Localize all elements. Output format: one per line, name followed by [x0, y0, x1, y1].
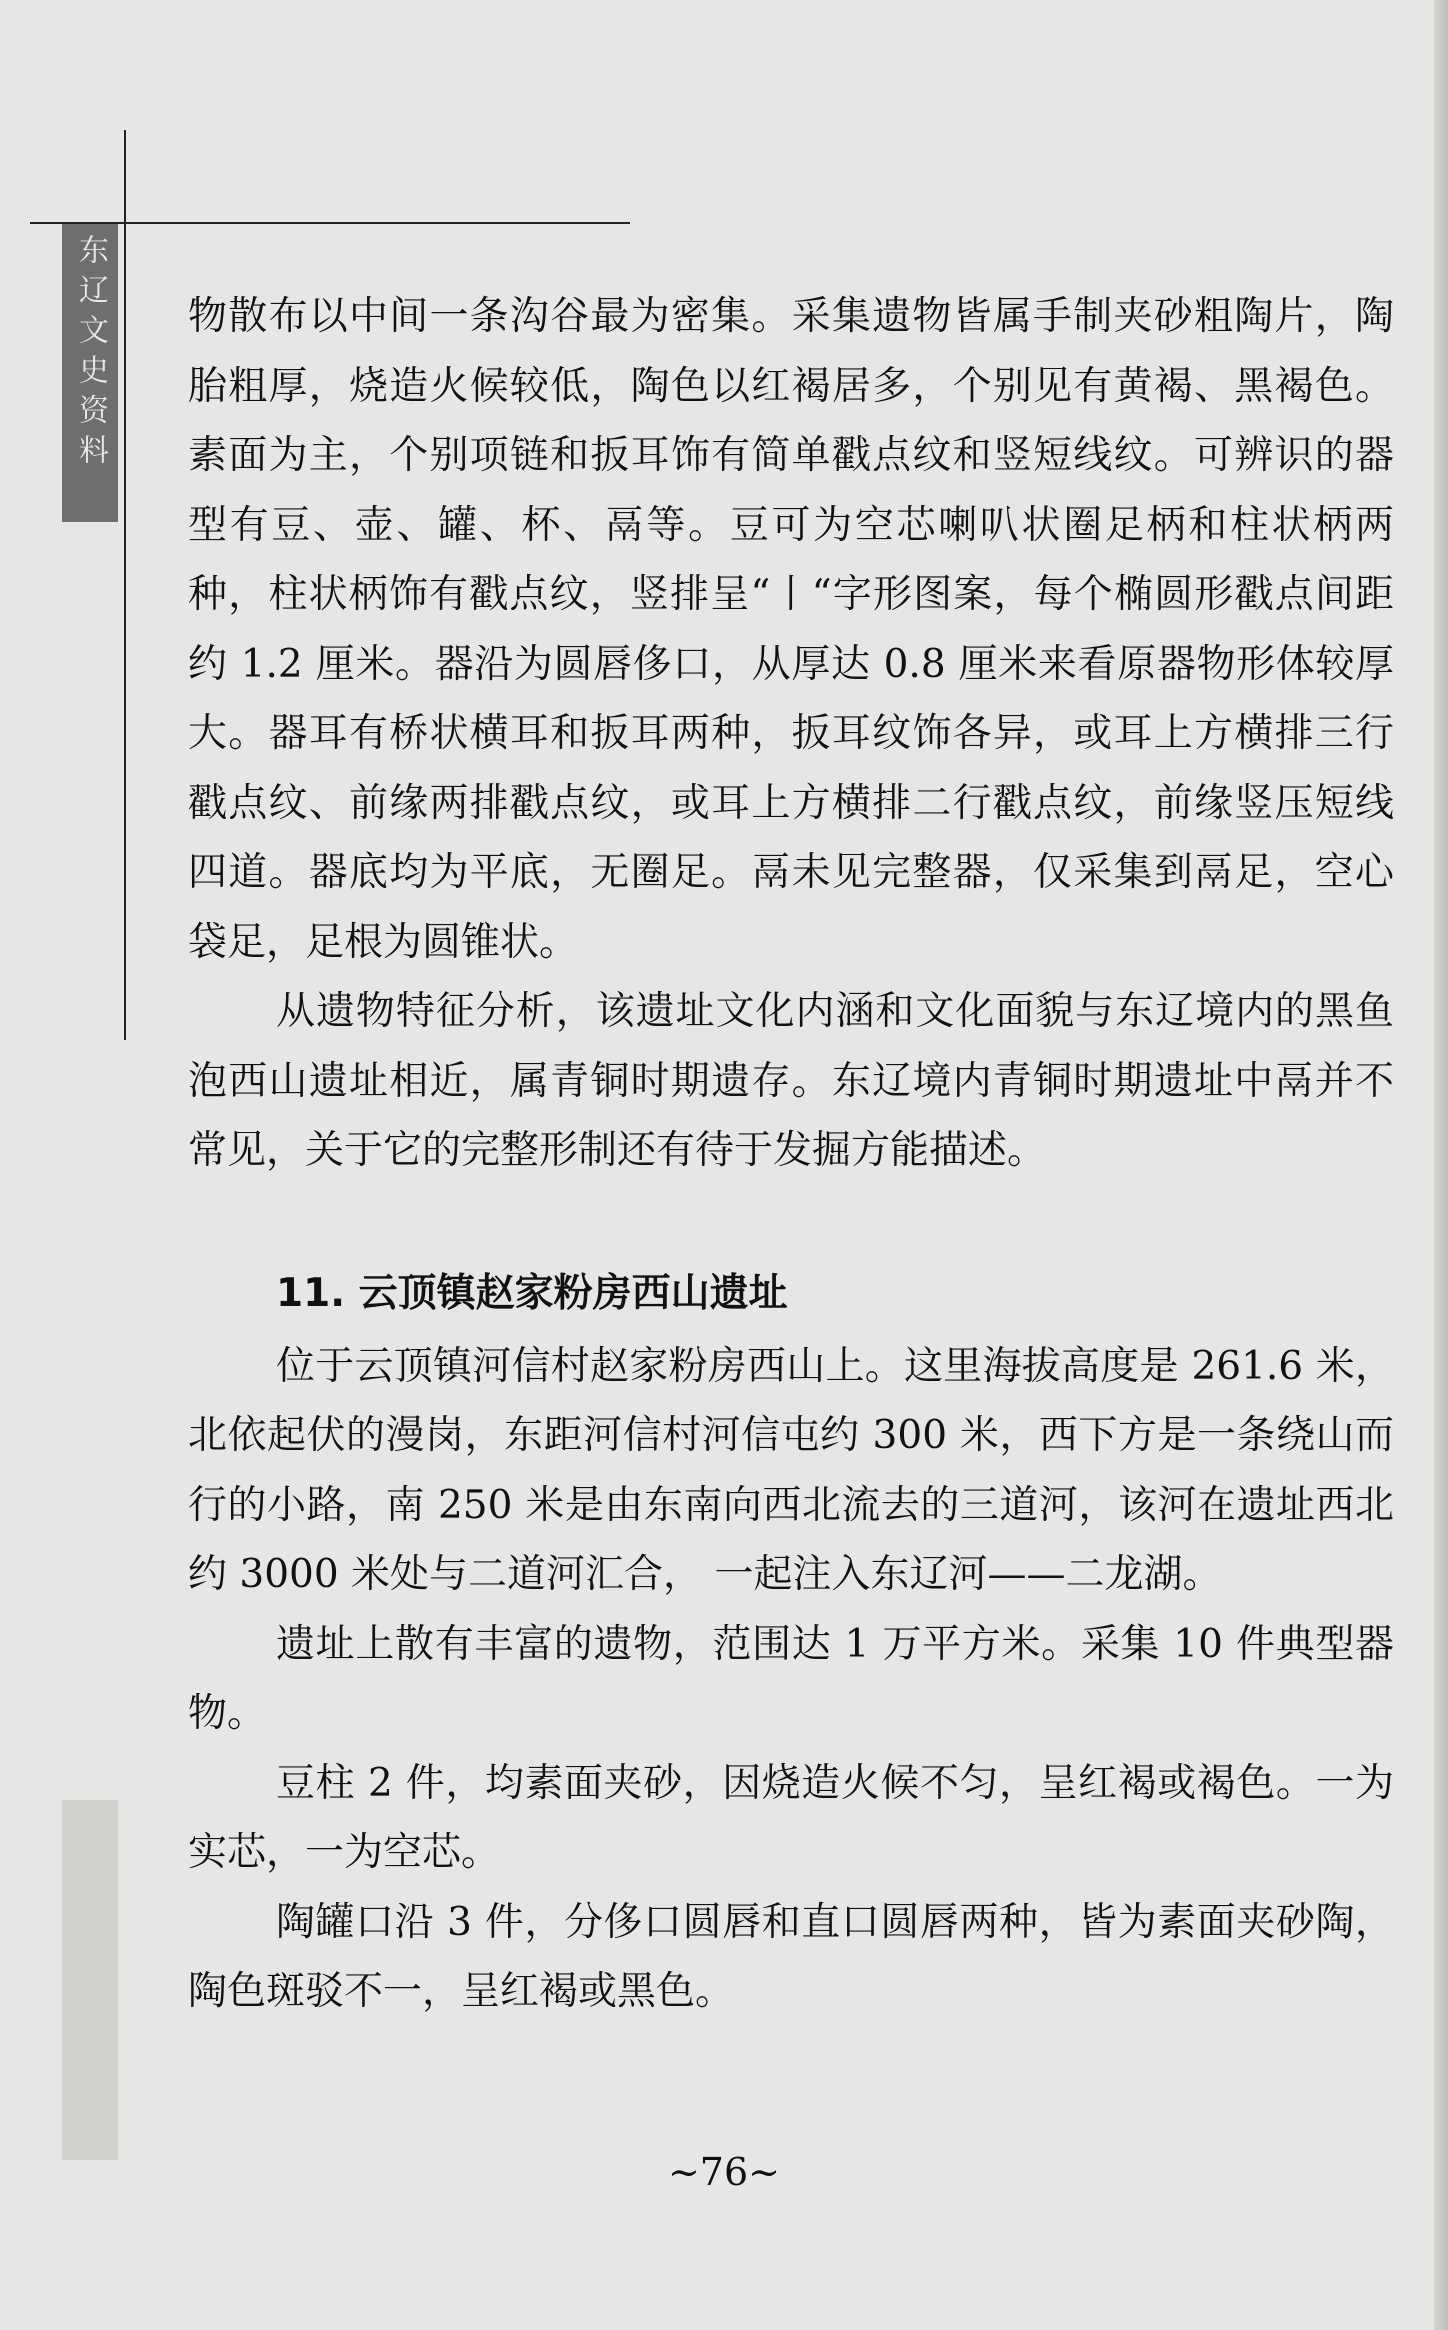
paragraph: 豆柱 2 件，均素面夹砂，因烧造火候不匀，呈红褐或褐色。一为实芯，一为空芯。	[188, 1760, 1394, 1875]
section-heading: 11. 云顶镇赵家粉房西山遗址	[276, 1270, 788, 1316]
paragraph: 陶罐口沿 3 件，分侈口圆唇和直口圆唇两种，皆为素面夹砂陶，陶色斑驳不一，呈红褐或黑色。	[188, 1899, 1394, 2014]
horizontal-rule	[30, 222, 630, 224]
paragraph: 从遗物特征分析，该遗址文化内涵和文化面貌与东辽境内的黑鱼泡西山遗址相近，属青铜时期遗存。东辽境内青铜时期遗址中鬲并不常见，关于它的完整形制还有待于发掘方能描述。	[188, 989, 1394, 1173]
vertical-rule	[124, 130, 126, 1040]
sidebar-lower-shade	[62, 1800, 118, 2160]
page-number: ~76~	[667, 2150, 781, 2194]
text-body	[188, 282, 1394, 2027]
page-edge	[1434, 0, 1448, 2330]
sidebar-label: 东辽文史资料	[73, 234, 108, 474]
paragraph: 遗址上散有丰富的遗物，范围达 1 万平方米。采集 10 件典型器物。	[188, 1621, 1394, 1736]
paragraph: 位于云顶镇河信村赵家粉房西山上。这里海拔高度是 261.6 米，北依起伏的漫岗，东距河信村河信屯约 300 米，西下方是一条绕山而行的小路，南 250 米是由东南向西北流去的三道河，该河在遗址西北约 3000 米处与二道河汇合， 一起注入东辽河——二龙湖。	[188, 1343, 1394, 1597]
paragraph: 物散布以中间一条沟谷最为密集。采集遗物皆属手制夹砂粗陶片，陶胎粗厚，烧造火候较低，陶色以红褐居多，个别见有黄褐、黑褐色。素面为主，个别项链和扳耳饰有简单戳点纹和竖短线纹。可辨识的器型有豆、壶、罐、杯、鬲等。豆可为空芯喇叭状圈足柄和柱状柄两种，柱状柄饰有戳点纹，竖排呈“丨“字形图案，每个椭圆形戳点间距约 1.2 厘米。器沿为圆唇侈口，从厚达 0.8 厘米来看原器物形体较厚大。器耳有桥状横耳和扳耳两种，扳耳纹饰各异，或耳上方横排三行戳点纹、前缘两排戳点纹，或耳上方横排二行戳点纹，前缘竖压短线四道。器底均为平底，无圈足。鬲未见完整器，仅采集到鬲足，空心袋足，足根为圆锥状。	[188, 294, 1394, 965]
